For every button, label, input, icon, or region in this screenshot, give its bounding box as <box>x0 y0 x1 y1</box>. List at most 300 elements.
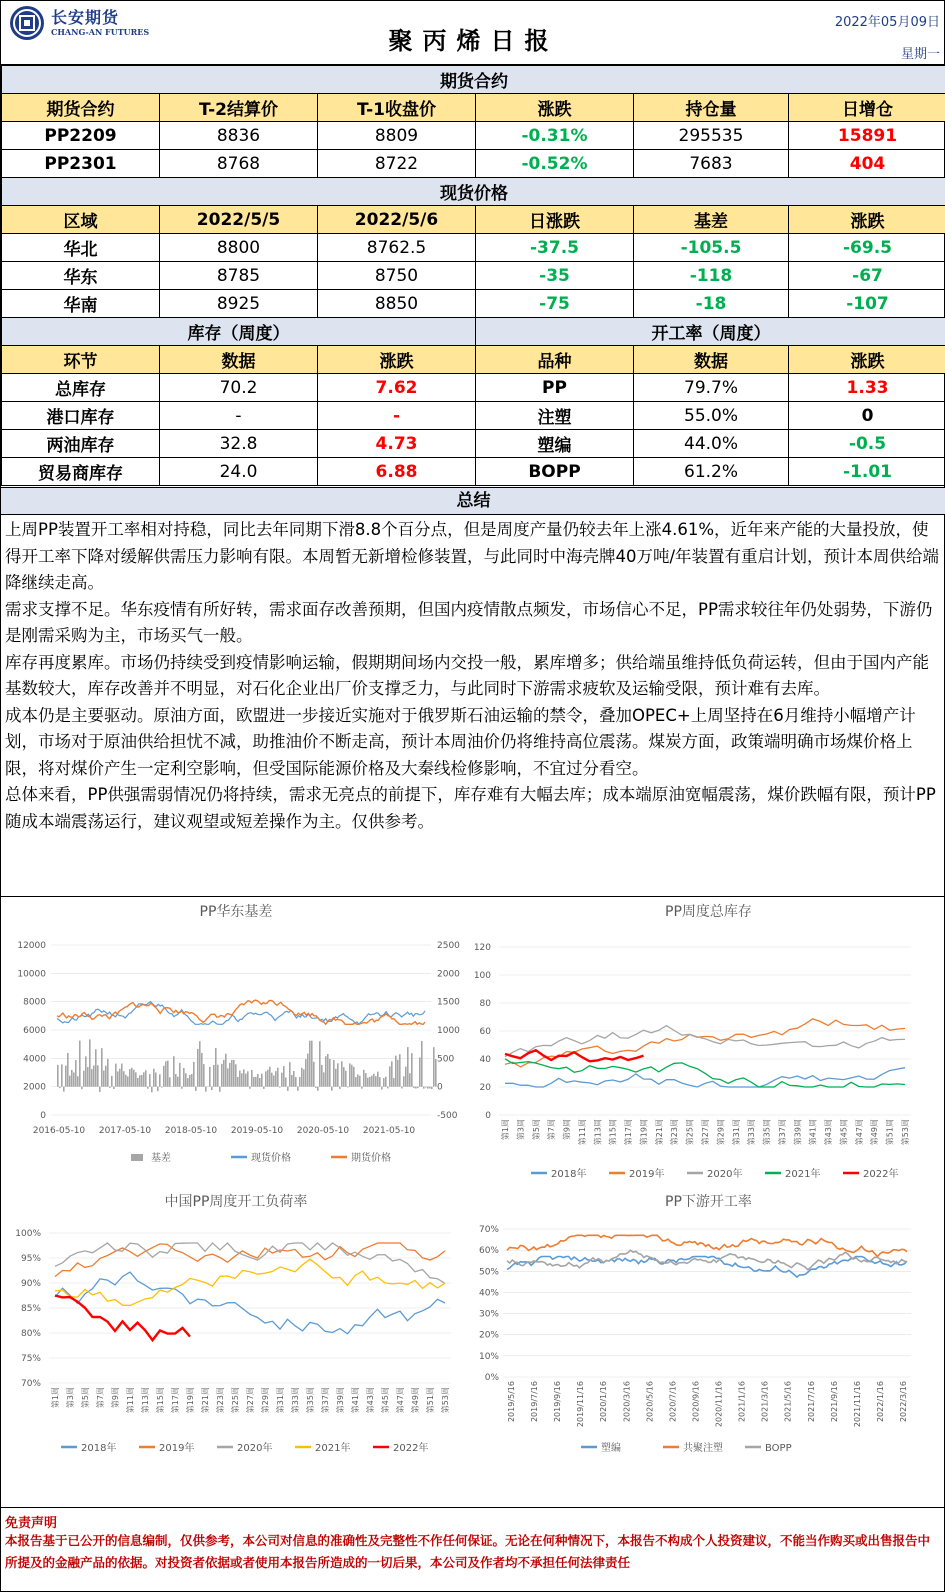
summary-title: 总结 <box>1 487 945 515</box>
basis-bar <box>167 1061 169 1087</box>
spot-header: 日涨跌 <box>476 206 634 234</box>
basis-bar <box>111 1076 113 1087</box>
y-tick-label: 100% <box>15 1229 41 1239</box>
x-tick-label: 第29周 <box>261 1387 270 1414</box>
basis-bar <box>205 1087 207 1092</box>
x-tick-label: 第33周 <box>291 1387 300 1414</box>
basis-bar <box>109 1087 111 1088</box>
price-cell: 8800 <box>160 234 318 262</box>
basis-bar <box>81 1087 83 1090</box>
basis-bar <box>155 1073 157 1087</box>
change-cell: -35 <box>476 262 634 290</box>
x-tick-label: 第13周 <box>593 1119 603 1146</box>
futures-table <box>1 65 945 178</box>
x-tick-label: 2020/5/16 <box>645 1381 655 1423</box>
load-rate-chart-svg <box>1 1187 471 1477</box>
basis-bar <box>383 1078 385 1087</box>
x-tick-label: 第11周 <box>126 1387 135 1414</box>
basis-bar <box>353 1067 355 1087</box>
table-row <box>2 234 945 262</box>
inventory-value-cell: - <box>160 402 318 430</box>
basis-bar <box>391 1061 393 1086</box>
disclaimer-title: 免责声明 <box>5 1516 58 1531</box>
legend-label: 2021年 <box>315 1443 351 1454</box>
basis-bar <box>73 1072 75 1086</box>
legend-swatch <box>131 1154 143 1161</box>
legend-label: 期货价格 <box>351 1153 391 1164</box>
futures-header: 期货合约 <box>2 94 160 122</box>
basis-bar <box>277 1068 279 1087</box>
x-tick-label: 第33周 <box>747 1119 757 1146</box>
basis-bar <box>241 1073 243 1086</box>
basis-bar <box>211 1087 213 1090</box>
basis-bar <box>63 1087 65 1092</box>
y-tick-label: 0 <box>485 1111 491 1121</box>
y-tick-label: 60% <box>478 1246 499 1257</box>
basis-bar <box>95 1049 97 1086</box>
summary-body <box>5 517 942 835</box>
basis-bar <box>65 1066 67 1087</box>
operating-value-cell: 44.0% <box>634 430 789 458</box>
inventory-name-cell: 总库存 <box>2 374 160 402</box>
basis-bar <box>225 1054 227 1087</box>
basis-bar <box>183 1068 185 1087</box>
basis-change-cell: -107 <box>789 290 945 318</box>
report-date: 2022年05月09日 <box>834 15 940 30</box>
y-tick-label: 85% <box>20 1304 41 1314</box>
legend-label: 基差 <box>151 1153 171 1164</box>
x-tick-label: 第27周 <box>246 1387 255 1414</box>
y-left-tick-label: 6000 <box>23 1026 46 1036</box>
basis-bar <box>141 1075 143 1087</box>
spot-table <box>1 177 945 318</box>
basis-bar <box>177 1077 179 1087</box>
basis-chart-svg <box>1 897 471 1187</box>
basis-bar <box>293 1071 295 1087</box>
basis-bar <box>105 1066 107 1087</box>
table-row <box>2 430 945 458</box>
y-right-tick-label: 2500 <box>437 941 460 951</box>
basis-bar <box>199 1041 201 1086</box>
basis-bar <box>121 1064 123 1087</box>
inventory-name-cell: 贸易商库存 <box>2 458 160 486</box>
x-tick-label: 2019-05-10 <box>230 1126 284 1136</box>
x-tick-label: 第47周 <box>854 1119 864 1146</box>
x-tick-label: 第49周 <box>870 1119 880 1146</box>
x-tick-label: 第21周 <box>201 1387 210 1414</box>
legend-label: 2018年 <box>551 1169 587 1180</box>
change-cell: -0.31% <box>476 122 634 150</box>
inventory-section-title: 库存（周度） <box>2 318 476 346</box>
y-tick-label: 80% <box>20 1329 41 1339</box>
table-row <box>2 458 945 486</box>
x-tick-label: 2020/3/16 <box>622 1381 632 1423</box>
y-left-tick-label: 4000 <box>23 1054 46 1065</box>
x-tick-label: 第53周 <box>901 1119 910 1146</box>
basis-bar <box>233 1060 235 1087</box>
basis-bar <box>117 1071 119 1086</box>
operating-name-cell: 塑编 <box>476 430 634 458</box>
close-cell: 8722 <box>318 150 476 178</box>
futures-header: T-2结算价 <box>160 94 318 122</box>
summary-paragraph: 成本仍是主要驱动。原油方面，欧盟进一步接近实施对于俄罗斯石油运输的禁令，叠加OPEC+上周坚持在6月维持小幅增产计划，市场对于原油供给担忧不减，助推油价不断走高，预计本周油价仍将维持高位震荡。煤炭方面，政策端明确市场煤价格上限，将对煤价产生一定利空影响，但受国际能源价格及大秦线检修影响，不宜过分看空。 <box>5 705 916 778</box>
basis-bar <box>407 1047 409 1087</box>
basis-bar <box>75 1060 77 1087</box>
basis-bar <box>259 1078 261 1087</box>
y-tick-label: 20% <box>478 1330 499 1341</box>
y-left-tick-label: 10000 <box>17 969 46 980</box>
x-tick-label: 第15周 <box>156 1387 165 1414</box>
y-tick-label: 30% <box>478 1309 499 1320</box>
operating-value-cell: 61.2% <box>634 458 789 486</box>
basis-bar <box>219 1087 221 1092</box>
basis-bar <box>139 1075 141 1086</box>
y-right-tick-label: -500 <box>437 1111 458 1121</box>
basis-bar <box>115 1064 117 1087</box>
futures-header: 日增仓 <box>789 94 945 122</box>
disclaimer <box>1 1507 945 1592</box>
basis-bar <box>333 1060 335 1087</box>
charts-area <box>1 896 945 1476</box>
y-tick-label: 10% <box>478 1351 499 1362</box>
basis-bar <box>301 1068 303 1087</box>
y-left-tick-label: 2000 <box>23 1082 46 1093</box>
chart-title: PP下游开工率 <box>665 1194 752 1210</box>
y-tick-label: 70% <box>478 1225 499 1235</box>
basis-cell: -105.5 <box>634 234 789 262</box>
basis-bar <box>389 1066 391 1086</box>
x-tick-label: 第49周 <box>411 1387 420 1414</box>
x-tick-label: 第41周 <box>351 1387 360 1414</box>
x-tick-label: 第35周 <box>762 1119 772 1146</box>
basis-bar <box>119 1069 121 1087</box>
operating-name-cell: PP <box>476 374 634 402</box>
basis-bar <box>173 1056 175 1086</box>
x-tick-label: 第51周 <box>426 1387 435 1414</box>
operating-section-title: 开工率（周度） <box>476 318 945 346</box>
downstream-chart-svg <box>471 1187 945 1477</box>
operating-name-cell: BOPP <box>476 458 634 486</box>
basis-bar <box>265 1071 267 1086</box>
basis-bar <box>163 1066 165 1087</box>
basis-bar <box>125 1075 127 1087</box>
basis-bar <box>411 1053 413 1087</box>
basis-bar <box>435 1059 437 1087</box>
operating-header: 涨跌 <box>789 346 945 374</box>
x-tick-label: 2019/7/16 <box>530 1381 540 1423</box>
basis-bar <box>357 1074 359 1086</box>
oi-change-cell: 15891 <box>789 122 945 150</box>
y-tick-label: 0% <box>484 1373 499 1383</box>
x-tick-label: 第17周 <box>171 1387 180 1414</box>
basis-bar <box>431 1087 433 1089</box>
summary-paragraph: 上周PP装置开工率相对持稳，同比去年同期下滑8.8个百分点，但是周度产量仍较去年上涨4.61%，近年来产能的大量投放，使得开工率下降对缓解供需压力影响有限。本周暂无新增检修装置，与此同时中海壳牌40万吨/年装置有重启计划，预计本周供给端降继续走高。 <box>5 520 940 592</box>
basis-bar <box>269 1067 271 1087</box>
price-cell: 8750 <box>318 262 476 290</box>
basis-bar <box>91 1069 93 1087</box>
legend-label: 2021年 <box>785 1169 821 1180</box>
basis-bar <box>135 1072 137 1086</box>
basis-bar <box>401 1087 403 1089</box>
basis-bar <box>113 1087 115 1089</box>
chart-basis <box>1 897 471 1187</box>
report-title: 聚丙烯日报 <box>388 27 559 55</box>
x-tick-label: 第47周 <box>396 1387 405 1414</box>
x-tick-label: 第37周 <box>321 1387 330 1414</box>
basis-bar <box>151 1087 153 1093</box>
y-tick-label: 40 <box>479 1055 491 1065</box>
basis-bar <box>247 1071 249 1086</box>
basis-bar <box>93 1066 95 1087</box>
change-cell: -0.52% <box>476 150 634 178</box>
basis-bar <box>339 1087 341 1089</box>
basis-bar <box>69 1076 71 1087</box>
basis-bar <box>131 1068 133 1087</box>
basis-bar <box>415 1087 417 1089</box>
basis-bar <box>209 1067 211 1087</box>
x-tick-label: 第31周 <box>731 1119 741 1146</box>
operating-change-cell: 0 <box>789 402 945 430</box>
y-right-tick-label: 1500 <box>437 997 460 1008</box>
y-tick-label: 50% <box>478 1267 499 1278</box>
futures-header: 涨跌 <box>476 94 634 122</box>
basis-bar <box>251 1070 253 1087</box>
summary-paragraph: 库存再度累库。市场仍持续受到疫情影响运输，假期期间场内交投一般，累库增多；供给端虽维持低负荷运转，但由于国内产能基数较大，库存改善并不明显，对石化企业出厂价支撑乏力，与此同时下游需求疲软及运输受限，预计难有去库。 <box>5 652 929 698</box>
contract-cell: PP2301 <box>2 150 160 178</box>
region-cell: 华东 <box>2 262 160 290</box>
chart-title: PP周度总库存 <box>665 904 752 920</box>
basis-bar <box>237 1077 239 1087</box>
basis-bar <box>97 1065 99 1086</box>
basis-bar <box>385 1077 387 1087</box>
inventory-name-cell: 港口库存 <box>2 402 160 430</box>
x-tick-label: 第53周 <box>441 1387 450 1414</box>
basis-bar <box>61 1064 63 1086</box>
x-tick-label: 2016-05-10 <box>32 1126 86 1136</box>
inventory-header: 数据 <box>160 346 318 374</box>
downstream-series-line <box>507 1257 907 1278</box>
basis-bar <box>229 1063 231 1087</box>
y-left-tick-label: 0 <box>40 1111 46 1121</box>
legend-label: 塑编 <box>601 1443 621 1454</box>
x-tick-label: 2021/1/16 <box>737 1381 747 1423</box>
basis-bar <box>421 1041 423 1087</box>
inventory-series-line <box>505 1050 644 1061</box>
basis-bar <box>107 1059 109 1087</box>
y-tick-label: 70% <box>20 1379 41 1389</box>
basis-bar <box>365 1073 367 1087</box>
basis-change-cell: -67 <box>789 262 945 290</box>
y-tick-label: 75% <box>20 1354 41 1364</box>
basis-bar <box>337 1063 339 1086</box>
chart-title: PP华东基差 <box>199 904 273 920</box>
x-tick-label: 第23周 <box>670 1119 680 1146</box>
basis-bar <box>189 1075 191 1087</box>
x-tick-label: 2021/11/16 <box>852 1381 862 1428</box>
close-cell: 8809 <box>318 122 476 150</box>
logo-cn: 长安期货 <box>51 8 120 27</box>
x-tick-label: 第19周 <box>186 1387 195 1414</box>
load-rate-series-line <box>55 1243 445 1283</box>
basis-bar <box>283 1066 285 1087</box>
spot-section-title: 现货价格 <box>2 178 945 206</box>
summary-paragraph: 需求支撑不足。华东疫情有所好转，需求面存改善预期，但国内疫情散点频发，市场信心不足，PP需求较往年仍处弱势，下游仍是刚需采购为主，市场买气一般。 <box>5 599 933 645</box>
basis-bar <box>295 1077 297 1087</box>
summary-paragraph: 总体来看，PP供强需弱情况仍将持续，需求无亮点的前提下，库存难有大幅去库；成本端原油宽幅震荡，煤价跌幅有限，预计PP随成本端震荡运行，建议观望或短差操作为主。仅供参考。 <box>5 785 936 831</box>
basis-bar <box>85 1056 87 1086</box>
inventory-change-cell: 4.73 <box>318 430 476 458</box>
basis-bar <box>361 1087 363 1089</box>
basis-cell: -18 <box>634 290 789 318</box>
x-tick-label: 第5周 <box>81 1387 90 1409</box>
price-cell: 8925 <box>160 290 318 318</box>
basis-bar <box>417 1087 419 1088</box>
basis-bar <box>347 1087 349 1088</box>
x-tick-label: 第9周 <box>562 1119 572 1141</box>
basis-bar <box>249 1087 251 1089</box>
report-weekday: 星期一 <box>900 47 940 62</box>
x-tick-label: 2019/5/16 <box>507 1381 516 1423</box>
basis-bar <box>215 1048 217 1087</box>
x-tick-label: 2022/1/16 <box>875 1381 885 1423</box>
basis-bar <box>305 1059 307 1087</box>
x-tick-label: 第23周 <box>216 1387 225 1414</box>
basis-bar <box>71 1070 73 1087</box>
futures-price-line <box>57 1000 425 1024</box>
basis-bar <box>393 1078 395 1087</box>
basis-bar <box>103 1070 105 1086</box>
inventory-value-cell: 32.8 <box>160 430 318 458</box>
basis-bar <box>413 1087 415 1088</box>
x-tick-label: 第45周 <box>381 1387 390 1414</box>
basis-bar <box>299 1077 301 1087</box>
y-tick-label: 60 <box>479 1027 491 1037</box>
basis-bar <box>181 1087 183 1089</box>
x-tick-label: 2020/1/16 <box>599 1381 609 1423</box>
table-row <box>2 374 945 402</box>
inventory-value-cell: 24.0 <box>160 458 318 486</box>
change-cell: -75 <box>476 290 634 318</box>
basis-bar <box>149 1074 151 1087</box>
basis-bar <box>243 1069 245 1086</box>
basis-cell: -118 <box>634 262 789 290</box>
chart-load-rate <box>1 1187 471 1477</box>
basis-change-cell: -69.5 <box>789 234 945 262</box>
basis-bar <box>253 1077 255 1087</box>
basis-bar <box>179 1063 181 1087</box>
basis-bar <box>355 1077 357 1087</box>
operating-change-cell: -0.5 <box>789 430 945 458</box>
operating-header: 数据 <box>634 346 789 374</box>
basis-bar <box>369 1077 371 1087</box>
basis-bar <box>297 1087 299 1091</box>
y-tick-label: 20 <box>479 1083 491 1093</box>
legend-label: BOPP <box>765 1443 792 1454</box>
x-tick-label: 第1周 <box>51 1387 60 1409</box>
spot-header: 2022/5/5 <box>160 206 318 234</box>
basis-bar <box>67 1053 69 1087</box>
basis-bar <box>191 1074 193 1087</box>
x-tick-label: 2020/9/16 <box>691 1381 701 1423</box>
x-tick-label: 2019/9/16 <box>553 1381 563 1423</box>
load-rate-series-line <box>55 1259 445 1305</box>
region-cell: 华北 <box>2 234 160 262</box>
x-tick-label: 2021/9/16 <box>829 1381 839 1423</box>
basis-bar <box>327 1054 329 1087</box>
y-right-tick-label: 500 <box>437 1054 455 1065</box>
y-tick-label: 95% <box>20 1254 41 1264</box>
operating-value-cell: 79.7% <box>634 374 789 402</box>
table-row <box>2 290 945 318</box>
basis-bar <box>157 1087 159 1091</box>
basis-bar <box>367 1078 369 1087</box>
basis-bar <box>351 1065 353 1087</box>
x-tick-label: 第43周 <box>366 1387 375 1414</box>
basis-bar <box>169 1077 171 1086</box>
basis-bar <box>137 1078 139 1087</box>
basis-bar <box>231 1060 233 1087</box>
basis-bar <box>343 1067 345 1087</box>
basis-bar <box>429 1087 431 1089</box>
operating-header: 品种 <box>476 346 634 374</box>
disclaimer-text: 本报告基于已公开的信息编制，仅供参考，本公司对信息的准确性及完整性不作任何保证。无论在何种情况下，本报告不构成个人投资建议，不能当作购买或出售报告中所提及的金融产品的依据。对投资者依据或者使用本报告所造成的一切后果，本公司及作者均不承担任何法律责任 <box>5 1533 931 1570</box>
x-tick-label: 2021/5/16 <box>783 1381 793 1423</box>
x-tick-label: 2021/7/16 <box>806 1381 816 1423</box>
operating-change-cell: 1.33 <box>789 374 945 402</box>
x-tick-label: 第45周 <box>839 1119 849 1146</box>
basis-bar <box>425 1087 427 1088</box>
y-tick-label: 100 <box>473 971 491 981</box>
region-cell: 华南 <box>2 290 160 318</box>
basis-bar <box>303 1069 305 1086</box>
x-tick-label: 2021-05-10 <box>362 1126 416 1136</box>
basis-bar <box>379 1077 381 1087</box>
y-tick-label: 90% <box>20 1279 41 1289</box>
x-tick-label: 第19周 <box>639 1119 649 1146</box>
basis-bar <box>203 1064 205 1087</box>
basis-bar <box>371 1076 373 1087</box>
basis-bar <box>89 1039 91 1086</box>
x-tick-label: 2022/3/16 <box>899 1381 908 1423</box>
price-cell: 8785 <box>160 262 318 290</box>
x-tick-label: 第7周 <box>547 1119 557 1141</box>
oi-cell: 7683 <box>634 150 789 178</box>
legend-label: 现货价格 <box>251 1153 291 1164</box>
basis-bar <box>153 1069 155 1087</box>
basis-bar <box>319 1041 321 1086</box>
legend-label: 2022年 <box>393 1443 429 1454</box>
x-tick-label: 第7周 <box>96 1387 105 1409</box>
basis-bar <box>123 1071 125 1086</box>
basis-bar <box>133 1070 135 1087</box>
inventory-header: 环节 <box>2 346 160 374</box>
basis-bar <box>325 1056 327 1086</box>
basis-bar <box>399 1054 401 1086</box>
basis-bar <box>245 1074 247 1087</box>
operating-change-cell: -1.01 <box>789 458 945 486</box>
basis-bar <box>143 1072 145 1086</box>
basis-bar <box>423 1087 425 1089</box>
x-tick-label: 第29周 <box>716 1119 726 1146</box>
settle-cell: 8768 <box>160 150 318 178</box>
spot-header: 区域 <box>2 206 160 234</box>
basis-bar <box>433 1047 435 1087</box>
contract-cell: PP2209 <box>2 122 160 150</box>
basis-bar <box>289 1062 291 1086</box>
y-right-tick-label: 1000 <box>437 1026 460 1036</box>
basis-bar <box>291 1075 293 1087</box>
basis-bar <box>159 1074 161 1086</box>
